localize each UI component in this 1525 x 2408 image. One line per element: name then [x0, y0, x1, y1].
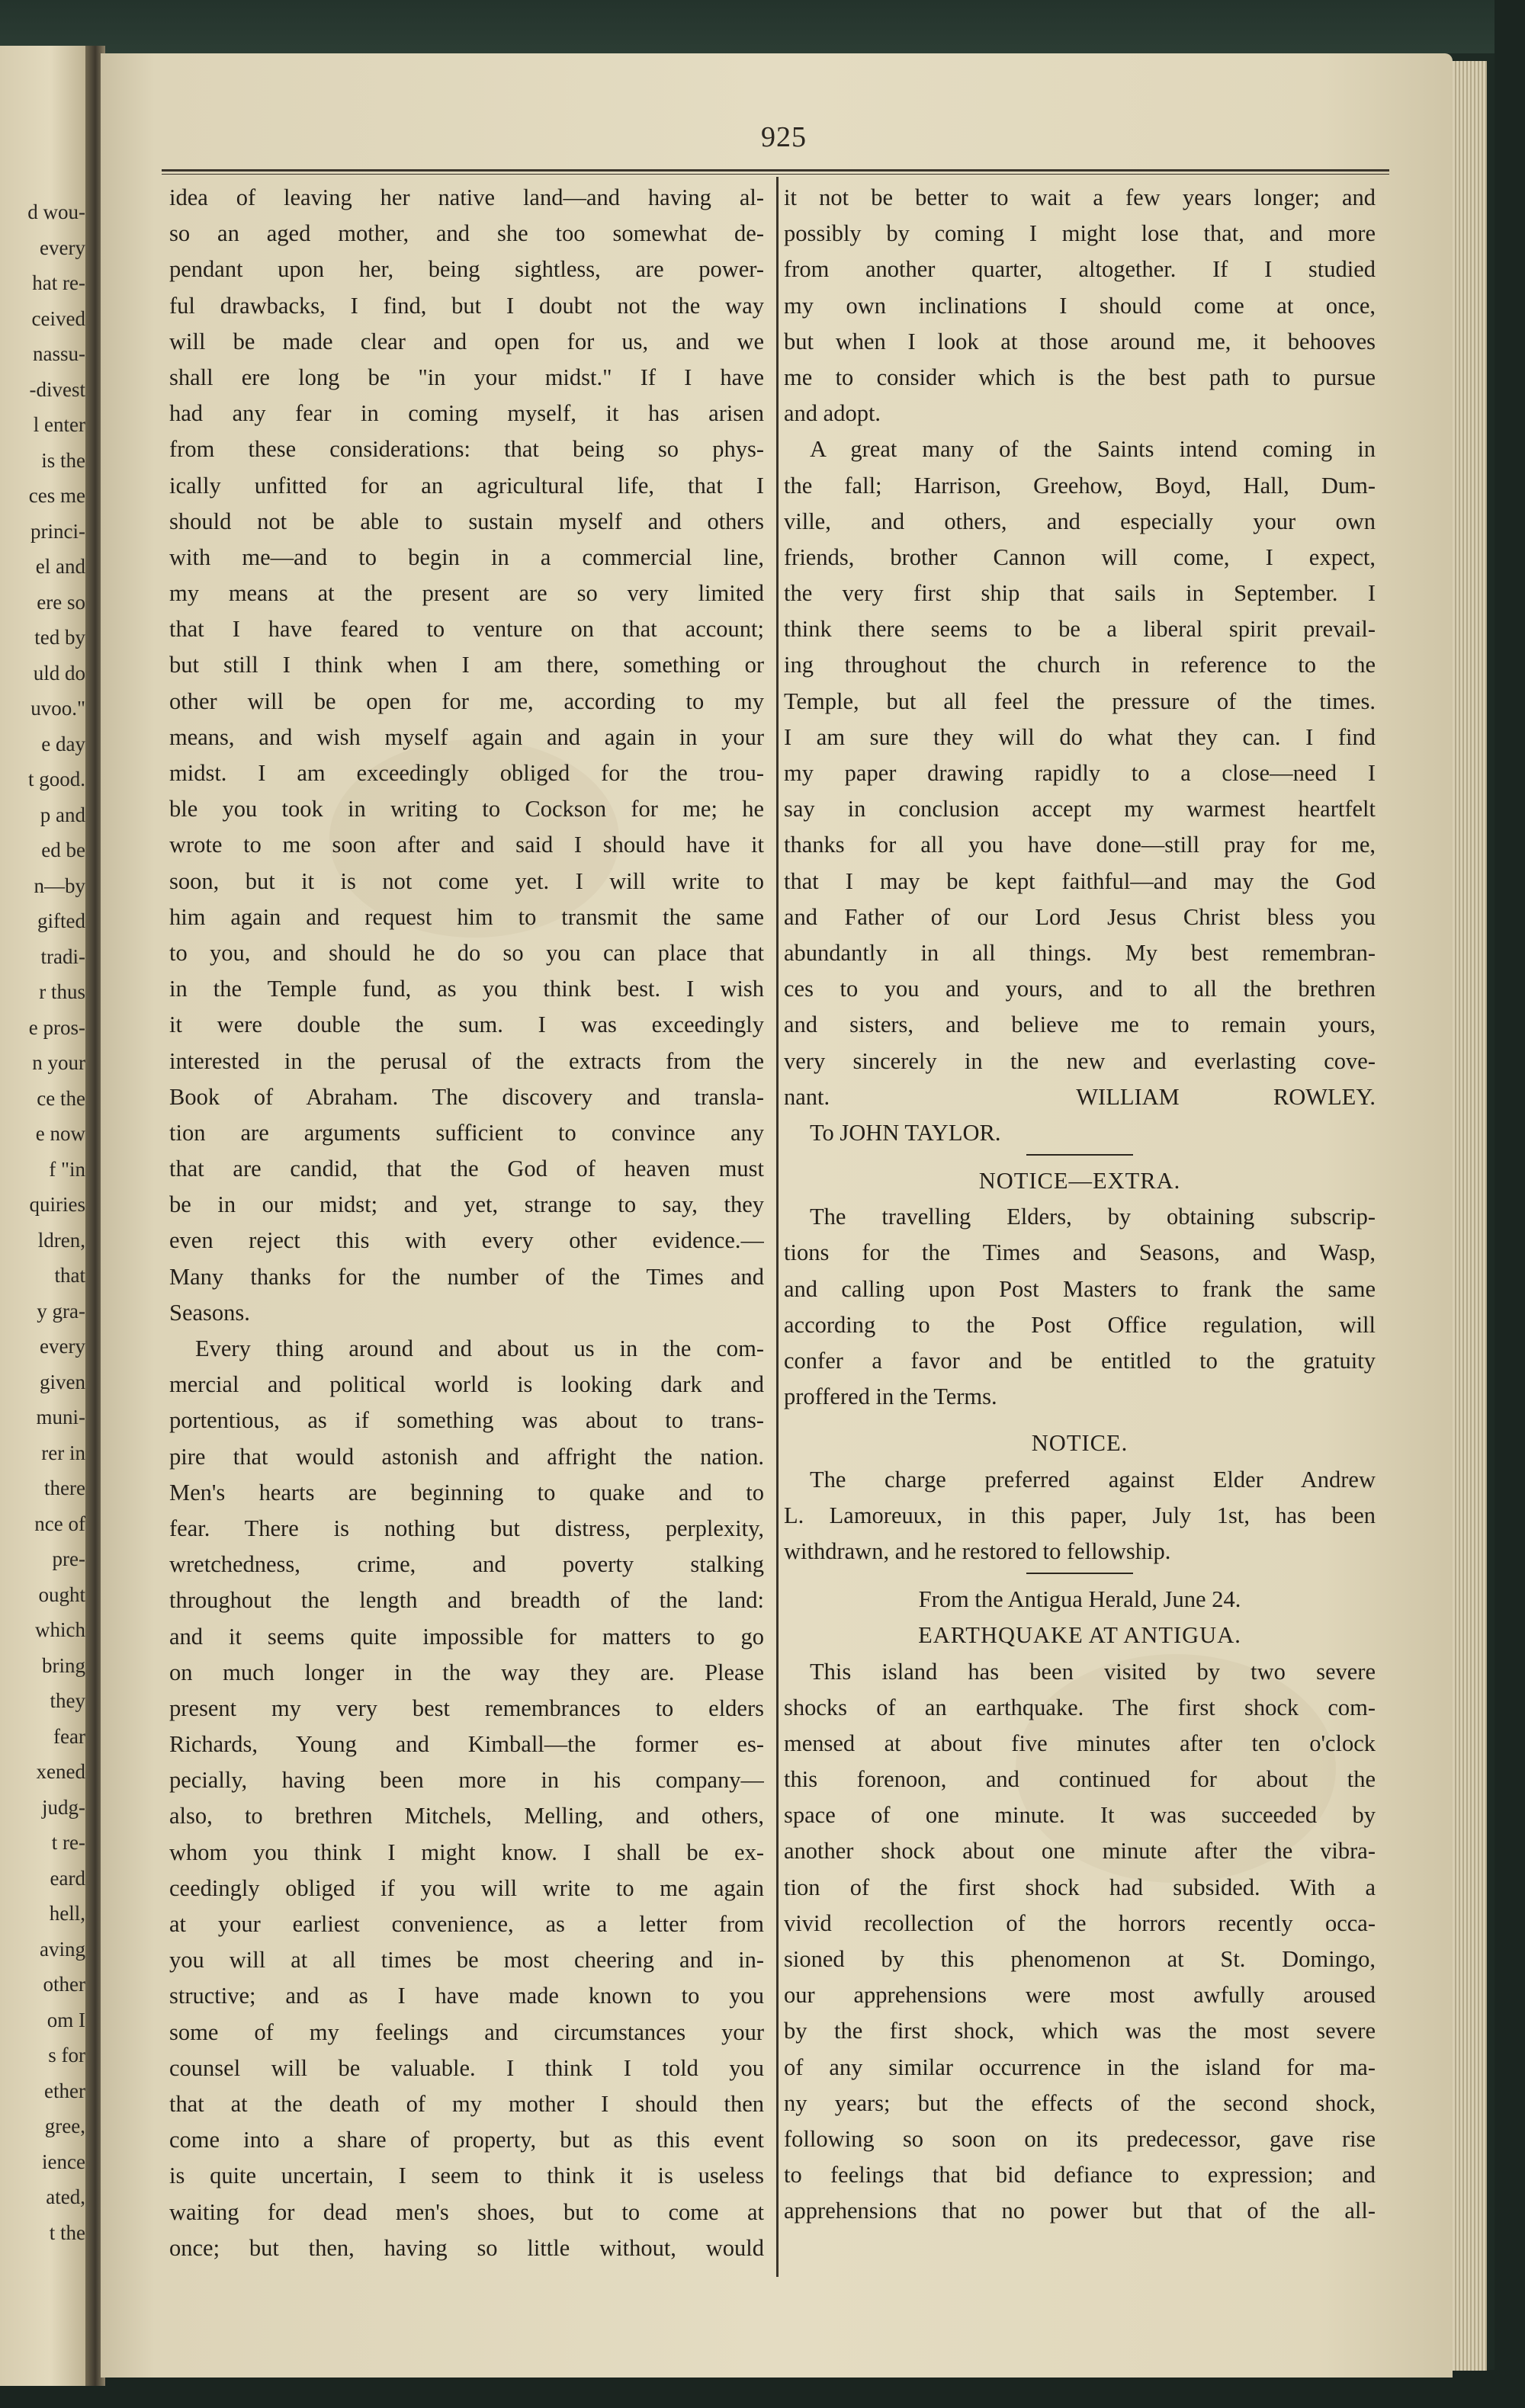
left-column-line: counsel will be valuable. I think I told you — [169, 2054, 764, 2081]
left-column-line: had any fear in coming myself, it has arisen — [169, 400, 764, 427]
facing-page-line-fragment: -divest — [29, 377, 85, 401]
left-column — [169, 180, 764, 2266]
letter-line: thanks for all you have done—still pray for me, — [784, 832, 1376, 858]
left-column-line: ceedingly obliged if you will write to me again — [169, 1874, 764, 1901]
facing-page-line-fragment: is the — [41, 448, 85, 472]
facing-page-line-fragment: xened — [36, 1760, 85, 1783]
notice-line: withdrawn, and he restored to fellowship. — [784, 1537, 1171, 1564]
facing-page-line-fragment: ted by — [34, 626, 85, 649]
notice-title: NOTICE. — [1031, 1430, 1128, 1457]
left-column-line: Book of Abraham. The discovery and transla- — [169, 1083, 764, 1110]
facing-page-line-fragment: s for — [48, 2044, 85, 2067]
letter-line: ville, and others, and especially your own — [784, 508, 1376, 534]
facing-page-line-fragment: f "in — [49, 1157, 85, 1181]
left-column-line: Many thanks for the number of the Times and — [169, 1263, 764, 1290]
left-column-line: waiting for dead men's shoes, but to come at — [169, 2198, 764, 2225]
source-line: From the Antigua Herald, June 24. — [918, 1586, 1241, 1613]
letter-line: say in conclusion accept my warmest heartfelt — [784, 796, 1376, 822]
signature-name: WILLIAM ROWLEY. — [1076, 1083, 1376, 1110]
left-column-line: should not be able to sustain myself and others — [169, 508, 764, 534]
earthquake-title: EARTHQUAKE AT ANTIGUA. — [918, 1622, 1241, 1649]
left-column-line: portentious, as if something was about to trans- — [169, 1407, 764, 1434]
left-column-line: you will at all times be most cheering and in- — [169, 1947, 764, 1974]
left-column-line: once; but then, having so little without, would — [169, 2234, 764, 2261]
earthquake-line: space of one minute. It was succeeded by — [784, 1802, 1376, 1829]
letter-line: my own inclinations I should come at once, — [784, 292, 1376, 319]
notice-line: L. Lamoreuux, in this paper, July 1st, has been — [784, 1502, 1376, 1528]
notice-extra-line: proffered in the Terms. — [784, 1384, 997, 1410]
earthquake-line: apprehensions that no power but that of the all- — [784, 2198, 1376, 2224]
facing-page-line-fragment: nassu- — [33, 342, 85, 365]
left-column-line: ful drawbacks, I find, but I doubt not the way — [169, 292, 764, 319]
left-column-line: wrote to me soon after and said I should have it — [169, 832, 764, 858]
letter-line: me to consider which is the best path to pursue — [784, 364, 1376, 390]
left-column-line: with me—and to begin in a commercial line, — [169, 543, 764, 570]
left-column-line: idea of leaving her native land—and having al- — [169, 184, 764, 210]
left-column-line: him again and request him to transmit the same — [169, 903, 764, 930]
left-column-line: throughout the length and breadth of the land: — [169, 1587, 764, 1614]
earthquake-line: sioned by this phenomenon at St. Domingo, — [784, 1946, 1376, 1972]
earthquake-line: by the first shock, which was the most severe — [784, 2018, 1376, 2044]
facing-page-line-fragment: t the — [49, 2220, 85, 2244]
earthquake-line: mensed at about five minutes after ten o'clock — [784, 1730, 1376, 1756]
facing-page-line-fragment: p and — [40, 803, 85, 826]
facing-page-line-fragment: ought — [38, 1582, 85, 1606]
facing-page-line-fragment: ed be — [41, 838, 85, 861]
letter-line: abundantly in all things. My best remembran- — [784, 939, 1376, 966]
facing-page-line-fragment: ces me — [28, 484, 85, 507]
earthquake-line: our apprehensions were most awfully aroused — [784, 1982, 1376, 2009]
facing-page-line-fragment: y gra- — [37, 1299, 85, 1323]
addressee-name: JOHN TAYLOR. — [840, 1119, 1001, 1146]
facing-page-line-fragment: that — [54, 1264, 85, 1287]
left-column-line: come into a share of property, but as this event — [169, 2127, 764, 2153]
facing-page-line-fragment: ldren, — [37, 1228, 85, 1252]
left-column-line: in the Temple fund, as you think best. I wish — [169, 976, 764, 1002]
addressee-line — [784, 1115, 1376, 1151]
notice-extra-line: according to the Post Office regulation, will — [784, 1311, 1376, 1338]
left-column-line: tion are arguments sufficient to convince any — [169, 1119, 764, 1146]
notice-extra-line: confer a favor and be entitled to the gratuity — [784, 1348, 1376, 1374]
left-column-line: that at the death of my mother I should then — [169, 2090, 764, 2117]
page-number: 925 — [761, 121, 807, 153]
left-column-line: pire that would astonish and affright the nation. — [169, 1443, 764, 1470]
facing-page-line-fragment: ce the — [37, 1086, 85, 1110]
left-column-line: but still I think when I am there, something or — [169, 652, 764, 678]
earthquake-line: following so soon on its predecessor, gave rise — [784, 2125, 1376, 2152]
left-column-line: and it seems quite impossible for matters to go — [169, 1623, 764, 1650]
letter-line: I am sure they will do what they can. I find — [784, 723, 1376, 750]
facing-page-line-fragment: ated, — [46, 2185, 85, 2208]
left-column-line: so an aged mother, and she too somewhat de- — [169, 220, 764, 247]
facing-page-line-fragment: fear — [53, 1724, 85, 1748]
earthquake-line: of any similar occurrence in the island for ma- — [784, 2054, 1376, 2080]
signature-prefix: nant. — [784, 1083, 830, 1110]
notice-extra-title: NOTICE—EXTRA. — [978, 1168, 1181, 1194]
facing-page-line-fragment: e day — [41, 732, 85, 755]
section-rule — [784, 1151, 1376, 1163]
facing-page-line-fragment: rer in — [41, 1441, 85, 1464]
facing-page-line-fragment: other — [43, 1973, 85, 1996]
facing-page-line-fragment: muni- — [36, 1406, 85, 1428]
earthquake-line: tion of the first shock had subsided. With a — [784, 1874, 1376, 1900]
facing-page-line-fragment: there — [44, 1477, 85, 1499]
facing-page-line-fragment: uld do — [33, 661, 85, 685]
left-column-line: ble you took in writing to Cockson for me; he — [169, 796, 764, 822]
left-column-line: is quite uncertain, I seem to think it is useless — [169, 2163, 764, 2189]
right-column — [784, 180, 1376, 2230]
facing-page-line-fragment: judg- — [42, 1795, 85, 1819]
facing-page-line-fragment: every — [40, 236, 85, 259]
facing-page-line-fragment: r thus — [39, 980, 85, 1003]
earthquake-line: This island has been visited by two severe — [810, 1658, 1376, 1685]
left-column-line: at your earliest convenience, as a letter from — [169, 1911, 764, 1937]
letter-line: but when I look at those around me, it behooves — [784, 328, 1376, 354]
letter-line: possibly by coming I might lose that, and more — [784, 220, 1376, 247]
left-column-line: that are candid, that the God of heaven must — [169, 1156, 764, 1182]
letter-line: friends, brother Cannon will come, I expect, — [784, 543, 1376, 570]
facing-page-line-fragment: they — [50, 1689, 85, 1712]
left-column-line: Seasons. — [169, 1299, 250, 1326]
header-rule — [162, 169, 1389, 175]
letter-line: from another quarter, altogether. If I studied — [784, 256, 1376, 283]
facing-page-line-fragment: every — [40, 1335, 85, 1358]
facing-page-line-fragment: el and — [35, 555, 85, 578]
notice-extra-line: The travelling Elders, by obtaining subscrip- — [810, 1204, 1376, 1230]
column-divider — [776, 177, 779, 2277]
book-cover-right — [1494, 0, 1525, 2408]
facing-page-line-fragment: e now — [35, 1122, 85, 1145]
facing-page-line-fragment: ether — [44, 2079, 85, 2102]
facing-page-line-fragment: which — [35, 1618, 85, 1641]
earthquake-line: this forenoon, and continued for about the — [784, 1766, 1376, 1793]
facing-page-line-fragment: e pros- — [28, 1015, 85, 1039]
facing-page-line-fragment: t re- — [51, 1831, 85, 1854]
facing-page-line-fragment: uvoo." — [30, 697, 85, 720]
facing-page-line-fragment: nce of — [34, 1512, 85, 1535]
facing-page-line-fragment: bring — [42, 1653, 85, 1677]
section-rule — [784, 1415, 1376, 1425]
left-column-line: interested in the perusal of the extracts from the — [169, 1047, 764, 1074]
earthquake-line: another shock about one minute after the vibra- — [784, 1838, 1376, 1865]
left-column-line: shall ere long be "in your midst." If I have — [169, 364, 764, 390]
facing-page-line-fragment: eard — [50, 1866, 85, 1890]
left-column-line: pendant upon her, being sightless, are power- — [169, 256, 764, 283]
signature-line — [784, 1079, 1376, 1115]
facing-page-line-fragment: t good. — [27, 768, 85, 790]
letter-line: Temple, but all feel the pressure of the times. — [784, 688, 1376, 714]
section-rule — [784, 1570, 1376, 1582]
letter-line: and adopt. — [784, 400, 881, 427]
facing-page-line-fragment: hat re- — [32, 271, 85, 294]
left-column-line: soon, but it is not come yet. I will write to — [169, 867, 764, 894]
facing-page-line-fragment: l enter — [33, 413, 85, 436]
left-column-line: means, and wish myself again and again in your — [169, 723, 764, 750]
facing-page-line-fragment: aving — [40, 1937, 85, 1961]
notice-extra-line: and calling upon Post Masters to frank the same — [784, 1275, 1376, 1302]
left-column-line: whom you think I might know. I shall be ex- — [169, 1839, 764, 1865]
left-column-line: my means at the present are so very limited — [169, 580, 764, 607]
left-column-line: pecially, having been more in his company— — [169, 1767, 764, 1794]
facing-page-line-fragment: d wou- — [27, 200, 85, 223]
notice-extra-line: tions for the Times and Seasons, and Wasp, — [784, 1239, 1376, 1266]
left-column-line: ically unfitted for an agricultural life, that I — [169, 472, 764, 499]
letter-line: it not be better to wait a few years longer; and — [784, 184, 1376, 210]
left-column-line: will be made clear and open for us, and we — [169, 328, 764, 354]
facing-page-line-fragment: quiries — [29, 1193, 85, 1216]
earthquake-line: shocks of an earthquake. The first shock com- — [784, 1694, 1376, 1720]
facing-page-line-fragment: ceived — [31, 306, 85, 330]
notice-line: The charge preferred against Elder Andrew — [810, 1466, 1376, 1493]
left-column-line: it were double the sum. I was exceedingly — [169, 1012, 764, 1038]
facing-page-line-fragment: n your — [32, 1051, 85, 1074]
left-column-line: midst. I am exceedingly obliged for the trou- — [169, 760, 764, 786]
left-column-line: fear. There is nothing but distress, perplexity, — [169, 1515, 764, 1541]
letter-line: and Father of our Lord Jesus Christ bless you — [784, 903, 1376, 930]
left-column-line: present my very best remembrances to elders — [169, 1695, 764, 1721]
facing-page-fragment — [0, 46, 92, 2386]
facing-page-line-fragment: gifted — [37, 909, 85, 932]
letter-line: very sincerely in the new and everlasting cove- — [784, 1047, 1376, 1074]
left-column-line: wretchedness, crime, and poverty stalking — [169, 1551, 764, 1578]
left-column-line: on much longer in the way they are. Please — [169, 1659, 764, 1685]
left-column-line: Richards, Young and Kimball—the former es- — [169, 1731, 764, 1758]
letter-line: ces to you and yours, and to all the brethren — [784, 976, 1376, 1002]
letter-line: the very first ship that sails in September. I — [784, 580, 1376, 607]
left-column-line: even reject this with every other evidence.— — [169, 1227, 764, 1254]
letter-line: and sisters, and believe me to remain yours, — [784, 1012, 1376, 1038]
book-cover-top — [0, 0, 1525, 53]
letter-line: my paper drawing rapidly to a close—need I — [784, 760, 1376, 786]
left-column-line: from these considerations: that being so phys- — [169, 436, 764, 463]
left-column-line: some of my feelings and circumstances your — [169, 2018, 764, 2045]
letter-line: ing throughout the church in reference to the — [784, 652, 1376, 678]
left-column-line: other will be open for me, according to my — [169, 688, 764, 714]
facing-page-line-fragment: ere so — [37, 590, 85, 614]
facing-page-line-fragment: given — [40, 1370, 85, 1393]
facing-page-line-fragment: n—by — [34, 874, 85, 897]
left-column-line: also, to brethren Mitchels, Melling, and others, — [169, 1803, 764, 1829]
earthquake-line: ny years; but the effects of the second shock, — [784, 2089, 1376, 2116]
facing-page-line-fragment: gree, — [44, 2115, 85, 2137]
facing-page-line-fragment: tradi- — [40, 944, 85, 968]
letter-line: the fall; Harrison, Greehow, Boyd, Hall, Dum- — [784, 472, 1376, 499]
left-column-line: mercial and political world is looking dark and — [169, 1371, 764, 1398]
facing-page-line-fragment: hell, — [49, 1902, 85, 1925]
earthquake-line: vivid recollection of the horrors recently occa- — [784, 1909, 1376, 1936]
facing-page-line-fragment: ience — [42, 2150, 85, 2173]
facing-page-line-fragment: pre- — [52, 1547, 85, 1570]
left-column-line: to you, and should he do so you can place that — [169, 939, 764, 966]
addressee-to: To — [810, 1119, 834, 1146]
letter-line: A great many of the Saints intend coming in — [810, 436, 1376, 463]
facing-page-line-fragment: om I — [47, 2008, 85, 2031]
left-column-line: be in our midst; and yet, strange to say, they — [169, 1191, 764, 1218]
left-column-line: Men's hearts are beginning to quake and to — [169, 1479, 764, 1505]
letter-line: that I may be kept faithful—and may the God — [784, 867, 1376, 894]
earthquake-line: to feelings that bid defiance to expression; and — [784, 2162, 1376, 2188]
facing-page-line-fragment: princi- — [30, 519, 85, 543]
left-column-line: that I have feared to venture on that account; — [169, 616, 764, 643]
left-column-line: Every thing around and about us in the com- — [195, 1335, 764, 1361]
letter-line: think there seems to be a liberal spirit prevail- — [784, 616, 1376, 643]
left-column-line: structive; and as I have made known to you — [169, 1983, 764, 2009]
